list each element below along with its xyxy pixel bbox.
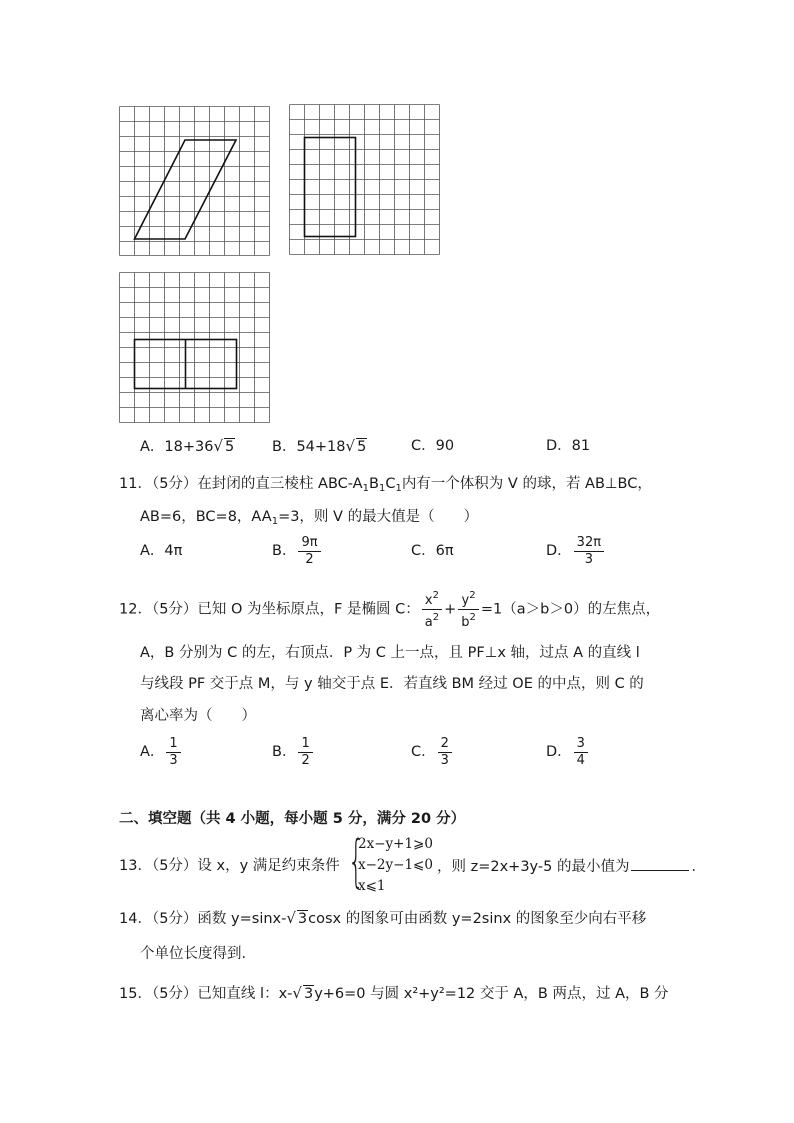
q10-option-a[interactable]: A．18+36√ 5 (140, 437, 235, 455)
q14-line1: 14．（5分）函数 y=sinx-√ 3cosx 的图象可由函数 y=2sinx 的图象至少向右平移 (119, 909, 647, 927)
q11-line2: AB=6，BC=8，$AA_1=3$，则 V 的最大值是（ ） (140, 509, 479, 527)
q12-line4: 离心率为（ ） (140, 708, 256, 724)
q12-option-a[interactable]: A． $\frac{1}{3}$ (140, 733, 183, 771)
front-view-grid (119, 106, 270, 256)
top-view-grid (119, 272, 270, 423)
q13-tail: ，则 z=2x+3y-5 的最小值为 ． (437, 856, 706, 877)
q13-brace: { (348, 829, 365, 894)
rectangle-shape (305, 138, 356, 237)
q14-line2: 个单位长度得到． (140, 946, 256, 962)
side-view-grid (289, 104, 440, 255)
q13-prompt: 13．（5分）设 x，y 满足约束条件 (119, 858, 340, 874)
q12-line1: 12．（5分）已知 O 为坐标原点，F 是椭圆 C： $\frac{x^2}{a^2}$ + $\frac{y^2}{b^2}$ =1（a＞b＞0）的左焦点， (119, 590, 661, 630)
q11-option-c[interactable]: C．6π (411, 543, 454, 559)
q13-constraint-system: 2x−y+1⩾0 x−2y−1⩽0 x⩽1 (358, 836, 433, 894)
q10-option-b[interactable]: B．54+18√ 5 (272, 437, 367, 455)
q11-option-d[interactable]: D． $\frac{32\pi}{3}$ (546, 534, 606, 568)
q10-option-d[interactable]: D．81 (546, 438, 591, 454)
q12-option-c[interactable]: C． $\frac{2}{3}$ (411, 733, 454, 771)
q12-line2: A，B 分别为 C 的左，右顶点．P 为 C 上一点，且 PF⊥x 轴，过点 A 的直线 l (140, 645, 640, 661)
q12-option-b[interactable]: B． $\frac{1}{2}$ (272, 733, 315, 771)
q11-option-a[interactable]: A．4π (140, 543, 183, 559)
q15-line1: 15．（5分）已知直线 l：x-√ 3y+6=0 与圆 x²+y²=12 交于 A，B 两点，过 A，B 分 (119, 984, 669, 1002)
q10-option-c[interactable]: C．90 (411, 438, 455, 454)
q11-line1: 11．（5分）在封闭的直三棱柱 ABC-$A_1B_1C_1$内有一个体积为 V 的球，若 AB⊥BC， (119, 476, 652, 494)
section-heading-fill-in: 二、填空题（共 4 小题，每小题 5 分，满分 20 分） (119, 811, 466, 827)
q13-answer-blank[interactable] (631, 856, 689, 871)
q12-option-d[interactable]: D． $\frac{3}{4}$ (546, 733, 590, 771)
q11-option-b[interactable]: B． $\frac{9\pi}{2}$ (272, 534, 323, 568)
q12-line3: 与线段 PF 交于点 M，与 y 轴交于点 E．若直线 BM 经过 OE 的中点，则 C 的 (140, 676, 644, 692)
